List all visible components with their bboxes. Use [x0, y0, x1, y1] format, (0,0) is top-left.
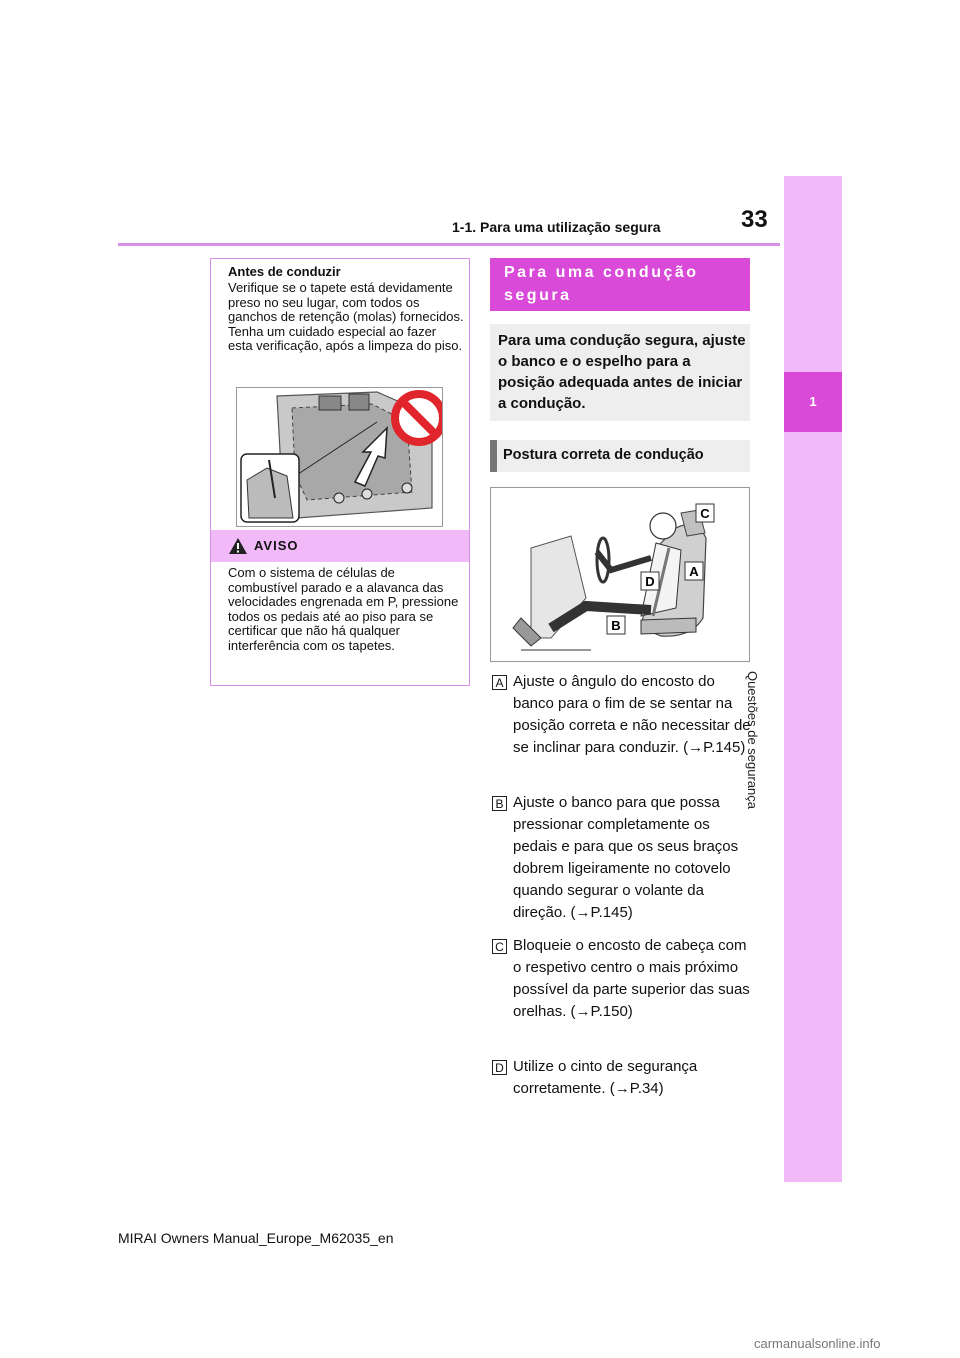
notice-title: Antes de conduzir — [228, 264, 341, 279]
item-marker-d: D — [492, 1060, 507, 1075]
header-rule — [118, 243, 780, 246]
warning-header-bar — [211, 530, 469, 562]
figure-label-a: A — [689, 564, 699, 579]
driving-posture-drawing — [491, 488, 749, 661]
floor-mat-drawing — [237, 388, 442, 526]
subheading: Postura correta de condução — [503, 447, 704, 463]
item-marker-b: B — [492, 796, 507, 811]
item-text-c: Bloqueie o encosto de cabeça com o respetivo centro o mais próximo possível da parte superior das suas orelhas. (→P.150) — [513, 937, 750, 1020]
figure-label-d: D — [645, 574, 655, 589]
page-number: 33 — [741, 206, 768, 233]
floor-mat-illustration — [236, 387, 443, 527]
chapter-number: 1 — [809, 394, 817, 409]
manual-footer: MIRAI Owners Manual_Europe_M62035_en — [118, 1230, 394, 1246]
warning-text: Com o sistema de células de combustível parado e a alavanca das velocidades engrenada em P, pressione todos os pedais até ao piso para se certificar que não há qualquer interferência com os tapetes. — [228, 565, 459, 653]
warning-label: AVISO — [254, 538, 299, 553]
intro-text: Para uma condução segura, ajuste o banco e o espelho para a posição adequada antes de iniciar a condução. — [498, 332, 746, 412]
item-text-a: Ajuste o ângulo do encosto do banco para o fim de se sentar na posição correta e não necessitar de se inclinar para conduzir. (→P.145) — [513, 673, 751, 756]
section-title: 1-1. Para uma utilização segura — [452, 219, 661, 235]
figure-label-c: C — [700, 506, 710, 521]
item-text-b: Ajuste o banco para que possa pressionar completamente os pedais e para que os seus braços dobrem ligeiramente no cotovelo quando segurar o volante da direção. (→P.145) — [513, 794, 739, 921]
item-marker-c: C — [492, 939, 507, 954]
chapter-side-tab — [784, 176, 842, 1182]
warning-triangle-icon — [228, 537, 248, 560]
item-marker-a: A — [492, 675, 507, 690]
notice-text: Verifique se o tapete está devidamente preso no seu lugar, com todos os ganchos de retenção (molas) fornecidos. Tenha um cuidado especial ao fazer esta verificação, após a limpeza do piso. — [228, 280, 464, 353]
figure-label-b: B — [611, 618, 621, 633]
main-heading: Para uma condução segura — [504, 264, 699, 304]
watermark: carmanualsonline.info — [754, 1336, 881, 1351]
driving-posture-illustration — [490, 487, 750, 662]
chapter-label: Questões de segurança — [745, 670, 760, 810]
item-text-d: Utilize o cinto de segurança corretamente. (→P.34) — [513, 1058, 698, 1097]
